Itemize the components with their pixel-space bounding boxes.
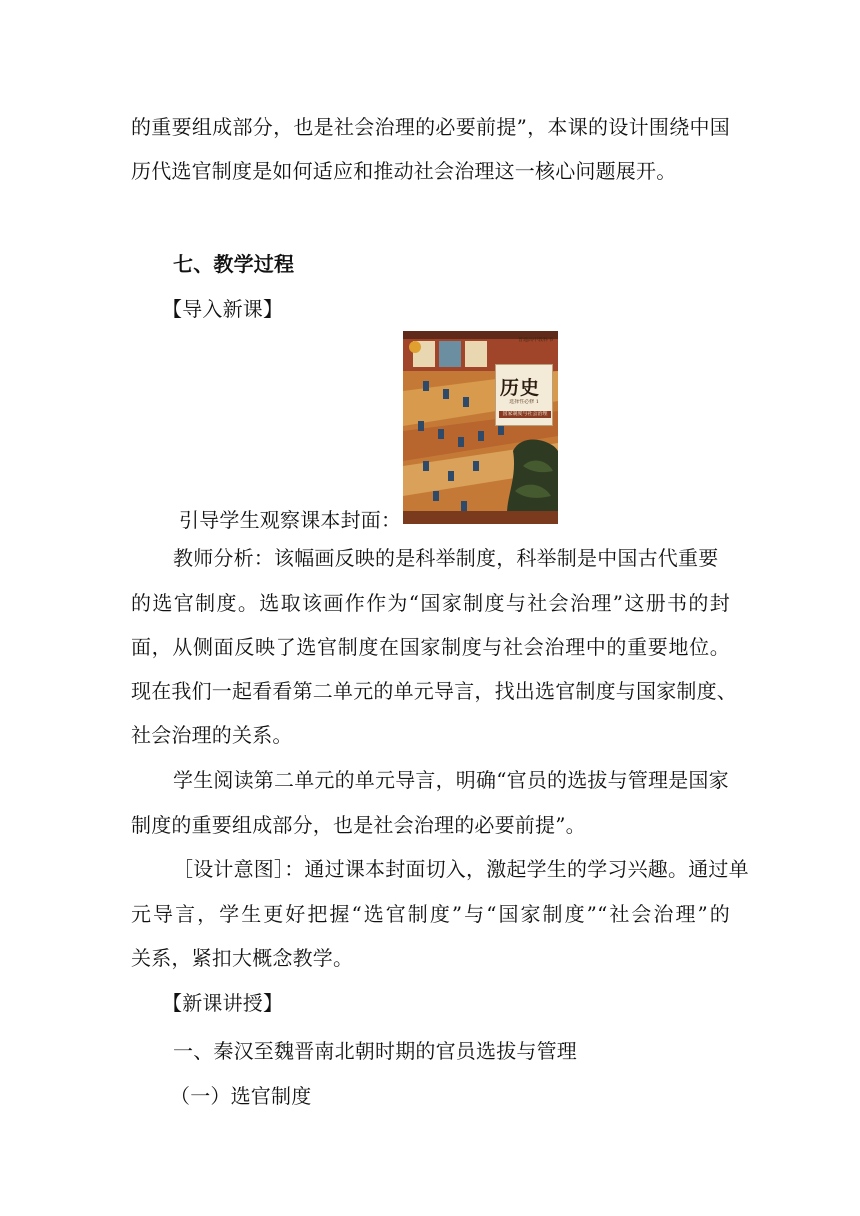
- new-lesson-heading: 【新课讲授】: [162, 991, 284, 1015]
- subsection-heading: 一、秦汉至魏晋南北朝时期的官员选拔与管理: [173, 1039, 577, 1063]
- paragraph-line: 社会治理的关系。: [131, 723, 293, 747]
- paragraph-line: 元导言，学生更好把握“选官制度”与“国家制度”“社会治理”的: [131, 902, 730, 926]
- cover-painting: [403, 331, 558, 524]
- cover-title: 历史: [500, 377, 541, 399]
- paragraph-line: 制度的重要组成部分，也是社会治理的必要前提”。: [131, 813, 586, 837]
- cover-caption: 引导学生观察课本封面：: [179, 508, 402, 532]
- paragraph-line: 的重要组成部分，也是社会治理的必要前提”，本课的设计围绕中国: [131, 115, 730, 139]
- paragraph-line: 历代选官制度是如何适应和推动社会治理这一核心问题展开。: [131, 159, 677, 183]
- textbook-cover-image: [403, 331, 558, 524]
- intro-heading: 【导入新课】: [162, 297, 284, 321]
- cover-tag: 国家制度与社会治理: [499, 411, 551, 418]
- paragraph-line: 教师分析：该幅画反映的是科举制度，科举制是中国古代重要: [173, 546, 719, 570]
- section-heading: 七、教学过程: [173, 252, 295, 276]
- paragraph-line: 的选官制度。选取该画作作为“国家制度与社会治理”这册书的封: [131, 591, 730, 615]
- paragraph-line: 面，从侧面反映了选官制度在国家制度与社会治理中的重要地位。: [131, 635, 730, 659]
- cover-top-text: 普通高中教科书: [517, 337, 553, 343]
- cover-subtitle: 选择性必修 1: [509, 399, 539, 405]
- subsection-heading: （一）选官制度: [170, 1084, 312, 1108]
- paragraph-line: 现在我们一起看看第二单元的单元导言，找出选官制度与国家制度、: [131, 679, 737, 703]
- paragraph-line: 关系，紧扣大概念教学。: [131, 946, 354, 970]
- paragraph-line: ［设计意图］：通过课本封面切入，激起学生的学习兴趣。通过单: [173, 857, 749, 881]
- paragraph-line: 学生阅读第二单元的单元导言，明确“官员的选拔与管理是国家: [173, 768, 729, 792]
